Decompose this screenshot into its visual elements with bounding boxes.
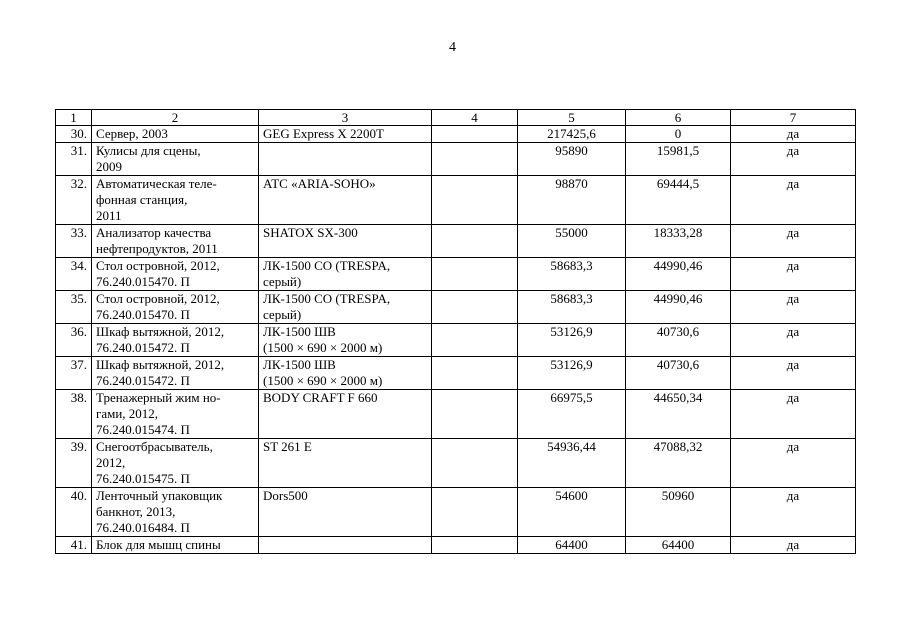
item-name-cell: Стол островной, 2012, 76.240.015470. П [92, 258, 259, 291]
flag-cell: да [731, 439, 856, 488]
residual-value-cell: 69444,5 [626, 176, 731, 225]
residual-value-cell: 15981,5 [626, 143, 731, 176]
flag-cell: да [731, 225, 856, 258]
flag-cell: да [731, 143, 856, 176]
item-model-cell: SHATOX SX-300 [259, 225, 432, 258]
flag-cell: да [731, 126, 856, 143]
flag-cell: да [731, 357, 856, 390]
header-cell: 4 [432, 110, 518, 126]
row-number-cell: 38. [56, 390, 92, 439]
item-model-cell: ЛК-1500 СО (TRESPA, серый) [259, 258, 432, 291]
cost-cell: 66975,5 [518, 390, 626, 439]
row-number-cell: 34. [56, 258, 92, 291]
item-model-cell: BODY CRAFT F 660 [259, 390, 432, 439]
item-name-cell: Шкаф вытяжной, 2012, 76.240.015472. П [92, 357, 259, 390]
flag-cell: да [731, 291, 856, 324]
row-number-cell: 41. [56, 537, 92, 554]
row-number-cell: 37. [56, 357, 92, 390]
page-number: 4 [449, 40, 456, 55]
residual-value-cell: 40730,6 [626, 324, 731, 357]
item-model-cell: АТС «ARIA-SOHO» [259, 176, 432, 225]
header-cell: 6 [626, 110, 731, 126]
flag-cell: да [731, 537, 856, 554]
column-4-cell [432, 390, 518, 439]
table-row [56, 258, 856, 291]
item-model-cell: ЛК-1500 СО (TRESPA, серый) [259, 291, 432, 324]
cost-cell: 58683,3 [518, 291, 626, 324]
cost-cell: 95890 [518, 143, 626, 176]
column-4-cell [432, 537, 518, 554]
item-model-cell: ST 261 E [259, 439, 432, 488]
column-4-cell [432, 488, 518, 537]
item-model-cell: ЛК-1500 ШВ (1500 × 690 × 2000 м) [259, 324, 432, 357]
residual-value-cell: 18333,28 [626, 225, 731, 258]
item-model-cell: Dors500 [259, 488, 432, 537]
item-model-cell: GEG Express X 2200T [259, 126, 432, 143]
flag-cell: да [731, 488, 856, 537]
row-number-cell: 32. [56, 176, 92, 225]
table-row [56, 143, 856, 176]
column-4-cell [432, 126, 518, 143]
table-row [56, 324, 856, 357]
header-row [56, 110, 856, 126]
header-cell: 5 [518, 110, 626, 126]
item-name-cell: Автоматическая теле- фонная станция, 2011 [92, 176, 259, 225]
residual-value-cell: 44990,46 [626, 258, 731, 291]
row-number-cell: 30. [56, 126, 92, 143]
row-number-cell: 35. [56, 291, 92, 324]
cost-cell: 53126,9 [518, 357, 626, 390]
inventory-table [55, 109, 856, 554]
item-name-cell: Анализатор качества нефтепродуктов, 2011 [92, 225, 259, 258]
cost-cell: 58683,3 [518, 258, 626, 291]
header-cell: 3 [259, 110, 432, 126]
cost-cell: 54600 [518, 488, 626, 537]
cost-cell: 54936,44 [518, 439, 626, 488]
item-model-cell [259, 537, 432, 554]
cost-cell: 64400 [518, 537, 626, 554]
item-model-cell: ЛК-1500 ШВ (1500 × 690 × 2000 м) [259, 357, 432, 390]
table-row [56, 291, 856, 324]
cost-cell: 98870 [518, 176, 626, 225]
column-4-cell [432, 143, 518, 176]
row-number-cell: 39. [56, 439, 92, 488]
table-row [56, 225, 856, 258]
residual-value-cell: 44990,46 [626, 291, 731, 324]
residual-value-cell: 50960 [626, 488, 731, 537]
table-row [56, 537, 856, 554]
item-name-cell: Ленточный упаковщик банкнот, 2013, 76.240.016484. П [92, 488, 259, 537]
residual-value-cell: 64400 [626, 537, 731, 554]
residual-value-cell: 40730,6 [626, 357, 731, 390]
item-model-cell [259, 143, 432, 176]
item-name-cell: Кулисы для сцены, 2009 [92, 143, 259, 176]
item-name-cell: Снегоотбрасыватель, 2012, 76.240.015475. П [92, 439, 259, 488]
table-row [56, 439, 856, 488]
flag-cell: да [731, 258, 856, 291]
cost-cell: 217425,6 [518, 126, 626, 143]
row-number-cell: 40. [56, 488, 92, 537]
cost-cell: 55000 [518, 225, 626, 258]
header-cell: 7 [731, 110, 856, 126]
column-4-cell [432, 258, 518, 291]
item-name-cell: Шкаф вытяжной, 2012, 76.240.015472. П [92, 324, 259, 357]
table-row [56, 488, 856, 537]
row-number-cell: 33. [56, 225, 92, 258]
item-name-cell: Сервер, 2003 [92, 126, 259, 143]
flag-cell: да [731, 324, 856, 357]
column-4-cell [432, 324, 518, 357]
residual-value-cell: 44650,34 [626, 390, 731, 439]
row-number-cell: 36. [56, 324, 92, 357]
item-name-cell: Тренажерный жим но- гами, 2012, 76.240.015474. П [92, 390, 259, 439]
column-4-cell [432, 357, 518, 390]
column-4-cell [432, 176, 518, 225]
header-cell: 1 [56, 110, 92, 126]
item-name-cell: Блок для мышц спины [92, 537, 259, 554]
table-row [56, 176, 856, 225]
residual-value-cell: 0 [626, 126, 731, 143]
flag-cell: да [731, 390, 856, 439]
row-number-cell: 31. [56, 143, 92, 176]
table-row [56, 390, 856, 439]
column-4-cell [432, 291, 518, 324]
residual-value-cell: 47088,32 [626, 439, 731, 488]
item-name-cell: Стол островной, 2012, 76.240.015470. П [92, 291, 259, 324]
column-4-cell [432, 439, 518, 488]
table-row [56, 357, 856, 390]
header-cell: 2 [92, 110, 259, 126]
column-4-cell [432, 225, 518, 258]
cost-cell: 53126,9 [518, 324, 626, 357]
table-row [56, 126, 856, 143]
flag-cell: да [731, 176, 856, 225]
